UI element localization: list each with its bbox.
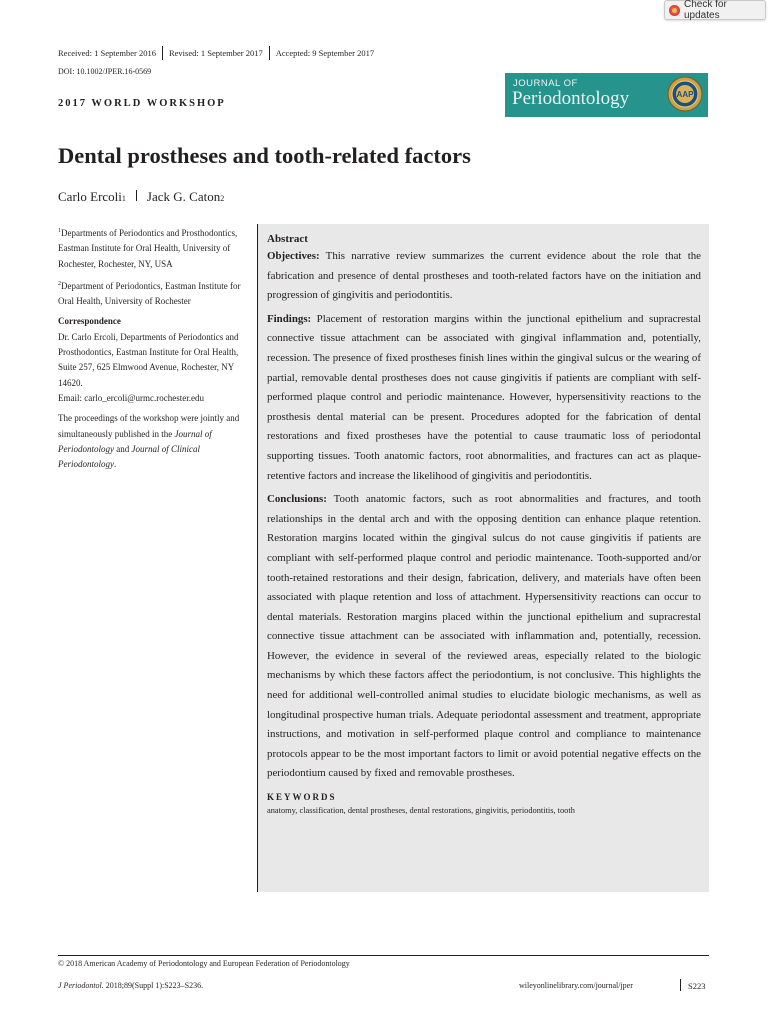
revised-date: Revised: 1 September 2017 xyxy=(168,48,263,58)
abstract-heading: Abstract xyxy=(267,233,308,245)
author-list xyxy=(58,189,224,205)
journal-logo-line1: JOURNAL OF xyxy=(513,78,578,89)
copyright: © 2018 American Academy of Periodontology and European Federation of Periodontology xyxy=(58,959,350,968)
seal-text: AAP xyxy=(676,90,694,99)
findings-text: Placement of restoration margins within the junctional epithelium and supracrestal connective tissue attachment can be associated with gingival inflammation and, potentially, recession. The presence of fixed prostheses finish lines within the gingival sulcus or the wearing of partial, removable dental prostheses does not cause gingivitis if patients are compliant with self-performed plaque control and periodic maintenance. However, hypersensitivity reactions to the prosthesis dental material can be present. Procedures adopted for the fabrication of dental restorations and fixed prostheses have the potential to cause traumatic loss of periodontal supporting tissues. Tooth anatomic factors, root abnormalities, and fractures can act as plaque-retentive factors and increase the likelihood of gingivitis and periodontitis. xyxy=(267,312,701,482)
author-name[interactable]: Jack G. Caton xyxy=(146,189,221,204)
affiliations-column xyxy=(58,224,248,477)
check-for-updates-button[interactable] xyxy=(664,0,766,20)
affil-sup: 1 xyxy=(58,228,61,234)
journal-name: Journal of Clinical Periodontology xyxy=(58,443,200,470)
received-date: Received: 1 September 2016 xyxy=(58,48,156,58)
doi[interactable]: DOI: 10.1002/JPER.16-0569 xyxy=(58,67,152,76)
check-for-updates-label: Check for updates xyxy=(683,0,727,21)
author-name[interactable]: Carlo Ercoli xyxy=(58,189,122,204)
journal-url[interactable]: wileyonlinelibrary.com/journal/jper xyxy=(519,981,633,990)
correspondence-block xyxy=(58,330,248,391)
conclusions-text: Tooth anatomic factors, such as root abnormalities and fractures, and tooth relationships in the dental arch and with the opposing dentition can enhance plaque retention. Restoration margins located within the gingival sulcus do not cause gingivitis if patients are compliant with self-performed plaque control and periodic maintenance. Tooth-supported and/or tooth-retained restorations and their design, fabrication, delivery, and materials have often been associated with plaque retention and loss of attachment. Hypersensitivity reactions can occur to dental materials. Restoration margins placed within the junctional epithelium and supracrestal connective tissue attachment can be associated with inflammation and, potentially, recession. However, the evidence in several of the reviewed areas, especially related to the biologic mechanisms by which these factors affect the periodontium, is not conclusive. This highlights the need for additional well-controlled animal studies to elucidate biologic mechanisms, as well as longitudinal prospective human trials. Adequate periodontal assessment and treatment, appropriate instructions, and motivation in self-performed plaque control and compliance to maintenance protocols appear to be the most important factors to limit or avoid potential negative effects on the periodontium caused by fixed and removable prostheses. xyxy=(267,493,701,780)
journal-logo-line2: Periodontology xyxy=(512,88,630,109)
correspondence-heading: Correspondence xyxy=(58,316,121,327)
abstract-findings xyxy=(267,310,701,486)
accepted-date: Accepted: 9 September 2017 xyxy=(275,48,375,58)
article-title: Dental prostheses and tooth-related factors xyxy=(58,143,471,168)
objectives-label: Objectives: xyxy=(267,250,320,262)
section-label: 2017 WORLD WORKSHOP xyxy=(58,98,226,109)
correspondence-email[interactable]: Email: carlo_ercoli@urmc.rochester.edu xyxy=(58,392,204,403)
citation-text: 2018;89(Suppl 1):S223–S236. xyxy=(103,981,204,990)
divider xyxy=(680,979,681,991)
journal-abbr: J Periodontol. xyxy=(58,981,104,990)
divider xyxy=(162,46,163,60)
affiliation-1 xyxy=(58,224,248,272)
author-affil-sup: 1 xyxy=(121,194,126,203)
objectives-text: This narrative review summarizes the current evidence about the role that the fabrication and presence of dental prostheses and tooth-related factors have on the initiation and progression of gingivitis and periodontitis. xyxy=(267,250,701,302)
affil-text: Department of Periodontics, Eastman Institute for Oral Health, University of Rochester xyxy=(58,280,241,307)
affil-sup: 2 xyxy=(58,280,61,287)
abstract-box xyxy=(257,224,709,892)
journal-name: Journal of Periodontology xyxy=(58,428,212,454)
aap-seal-icon xyxy=(667,76,703,112)
divider xyxy=(269,46,270,60)
conclusions-label: Conclusions: xyxy=(267,493,327,506)
footer-rule xyxy=(58,955,709,956)
page-number: S223 xyxy=(688,981,706,991)
proceedings-text: and xyxy=(114,443,132,454)
proceedings-note xyxy=(58,411,248,472)
citation xyxy=(58,981,203,990)
article-history xyxy=(58,46,374,60)
proceedings-text: . xyxy=(114,459,117,470)
abstract-conclusions xyxy=(267,490,701,784)
keywords-list: anatomy, classification, dental prostheses, dental restorations, gingivitis, periodontitis, tooth xyxy=(267,806,575,816)
keywords-heading: KEYWORDS xyxy=(267,792,337,803)
affiliation-2 xyxy=(58,277,248,310)
findings-label: Findings: xyxy=(267,312,312,325)
divider xyxy=(136,190,137,201)
author-affil-sup: 2 xyxy=(220,194,225,203)
affil-text: Departments of Periodontics and Prosthodontics, Eastman Institute for Oral Health, University of Rochester, Rochester, NY, USA xyxy=(58,228,238,269)
proceedings-text: The proceedings of the workshop were jointly and simultaneously published in the xyxy=(58,413,240,439)
abstract-objectives xyxy=(267,247,701,306)
crossmark-icon xyxy=(669,5,680,16)
journal-logo xyxy=(505,73,708,117)
correspondence-address: Dr. Carlo Ercoli, Departments of Periodontics and Prosthodontics, Eastman Institute for Oral Health, Suite 257, 625 Elmwood Avenue, Rochester, NY 14620. xyxy=(58,331,239,388)
